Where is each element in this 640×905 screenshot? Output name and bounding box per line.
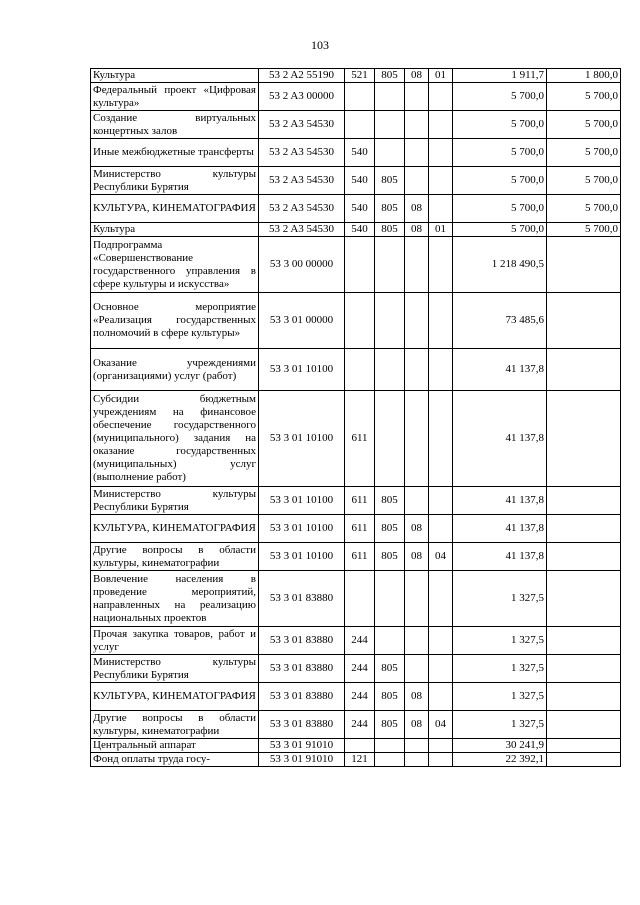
- target-code-cell: 53 3 01 83880: [259, 655, 345, 683]
- section-cell: [405, 349, 429, 391]
- table-row: [91, 571, 621, 627]
- amount-2-cell: [547, 515, 621, 543]
- amount-2-cell: 5 700,0: [547, 167, 621, 195]
- amount-2-cell: [547, 293, 621, 349]
- amount-1-cell: 1 327,5: [453, 655, 547, 683]
- section-cell: 08: [405, 223, 429, 237]
- amount-2-cell: 5 700,0: [547, 223, 621, 237]
- expense-type-cell: 611: [345, 391, 375, 487]
- amount-1-cell: 1 911,7: [453, 69, 547, 83]
- administrator-cell: [375, 753, 405, 767]
- subsection-cell: [429, 293, 453, 349]
- amount-2-cell: [547, 237, 621, 293]
- expense-type-cell: [345, 111, 375, 139]
- expense-type-cell: 244: [345, 711, 375, 739]
- table-row: [91, 83, 621, 111]
- amount-1-cell: 22 392,1: [453, 753, 547, 767]
- subsection-cell: [429, 167, 453, 195]
- item-name-cell: Культура: [91, 223, 259, 237]
- item-name-cell: КУЛЬТУРА, КИНЕМАТОГРАФИЯ: [91, 683, 259, 711]
- section-cell: 08: [405, 515, 429, 543]
- table-row: [91, 739, 621, 753]
- table-row: [91, 627, 621, 655]
- table-row: [91, 195, 621, 223]
- expense-type-cell: 244: [345, 655, 375, 683]
- table-row: [91, 111, 621, 139]
- target-code-cell: 53 2 A3 54530: [259, 195, 345, 223]
- amount-2-cell: 5 700,0: [547, 139, 621, 167]
- item-name-cell: КУЛЬТУРА, КИНЕМАТОГРАФИЯ: [91, 515, 259, 543]
- table-row: [91, 391, 621, 487]
- administrator-cell: 805: [375, 543, 405, 571]
- amount-2-cell: [547, 349, 621, 391]
- administrator-cell: 805: [375, 683, 405, 711]
- subsection-cell: [429, 655, 453, 683]
- expense-type-cell: 540: [345, 223, 375, 237]
- administrator-cell: [375, 83, 405, 111]
- subsection-cell: [429, 753, 453, 767]
- target-code-cell: 53 3 01 00000: [259, 293, 345, 349]
- administrator-cell: 805: [375, 195, 405, 223]
- target-code-cell: 53 3 01 10100: [259, 391, 345, 487]
- budget-table-body: [91, 69, 621, 767]
- administrator-cell: [375, 391, 405, 487]
- amount-2-cell: [547, 753, 621, 767]
- subsection-cell: 04: [429, 711, 453, 739]
- amount-1-cell: 5 700,0: [453, 139, 547, 167]
- expense-type-cell: 611: [345, 487, 375, 515]
- amount-1-cell: 5 700,0: [453, 167, 547, 195]
- section-cell: [405, 111, 429, 139]
- subsection-cell: [429, 683, 453, 711]
- item-name-cell: Вовлечение населения в проведение мероприятий, направленных на реализацию национальных проектов: [91, 571, 259, 627]
- section-cell: 08: [405, 69, 429, 83]
- expense-type-cell: [345, 349, 375, 391]
- section-cell: [405, 627, 429, 655]
- amount-1-cell: 5 700,0: [453, 111, 547, 139]
- item-name-cell: Подпрограмма «Совершенствование государственного управления в сфере культуры и искусства»: [91, 237, 259, 293]
- subsection-cell: 04: [429, 543, 453, 571]
- item-name-cell: Министерство культуры Республики Бурятия: [91, 167, 259, 195]
- item-name-cell: Прочая закупка товаров, работ и услуг: [91, 627, 259, 655]
- subsection-cell: [429, 195, 453, 223]
- administrator-cell: 805: [375, 655, 405, 683]
- expense-type-cell: [345, 739, 375, 753]
- target-code-cell: 53 3 01 10100: [259, 543, 345, 571]
- item-name-cell: Культура: [91, 69, 259, 83]
- administrator-cell: [375, 739, 405, 753]
- administrator-cell: 805: [375, 711, 405, 739]
- item-name-cell: Субсидии бюджетным учреждениям на финансовое обеспечение государственного (муниципального) задания на оказание государственных (муниципальных) услуг (выполнение работ): [91, 391, 259, 487]
- administrator-cell: [375, 237, 405, 293]
- expense-type-cell: 540: [345, 167, 375, 195]
- item-name-cell: Министерство культуры Республики Бурятия: [91, 487, 259, 515]
- amount-1-cell: 5 700,0: [453, 223, 547, 237]
- amount-2-cell: 5 700,0: [547, 83, 621, 111]
- amount-1-cell: 5 700,0: [453, 83, 547, 111]
- table-row: [91, 293, 621, 349]
- item-name-cell: Федеральный проект «Цифровая культура»: [91, 83, 259, 111]
- section-cell: 08: [405, 195, 429, 223]
- section-cell: [405, 571, 429, 627]
- expense-type-cell: 540: [345, 139, 375, 167]
- table-row: [91, 753, 621, 767]
- amount-2-cell: [547, 627, 621, 655]
- subsection-cell: [429, 349, 453, 391]
- amount-1-cell: 41 137,8: [453, 515, 547, 543]
- section-cell: [405, 167, 429, 195]
- subsection-cell: [429, 237, 453, 293]
- amount-1-cell: 1 327,5: [453, 627, 547, 655]
- table-row: [91, 223, 621, 237]
- item-name-cell: Основное мероприятие «Реализация государственных полномочий в сфере культуры»: [91, 293, 259, 349]
- administrator-cell: [375, 139, 405, 167]
- amount-1-cell: 73 485,6: [453, 293, 547, 349]
- amount-2-cell: 1 800,0: [547, 69, 621, 83]
- expense-type-cell: [345, 293, 375, 349]
- administrator-cell: 805: [375, 69, 405, 83]
- target-code-cell: 53 3 01 83880: [259, 683, 345, 711]
- item-name-cell: Центральный аппарат: [91, 739, 259, 753]
- item-name-cell: Фонд оплаты труда госу-: [91, 753, 259, 767]
- section-cell: [405, 83, 429, 111]
- table-row: [91, 349, 621, 391]
- table-row: [91, 69, 621, 83]
- target-code-cell: 53 2 A3 54530: [259, 139, 345, 167]
- amount-1-cell: 41 137,8: [453, 543, 547, 571]
- subsection-cell: [429, 139, 453, 167]
- section-cell: [405, 753, 429, 767]
- target-code-cell: 53 3 01 10100: [259, 515, 345, 543]
- section-cell: [405, 655, 429, 683]
- subsection-cell: [429, 515, 453, 543]
- table-row: [91, 167, 621, 195]
- amount-2-cell: [547, 655, 621, 683]
- section-cell: [405, 739, 429, 753]
- subsection-cell: [429, 627, 453, 655]
- target-code-cell: 53 3 01 83880: [259, 711, 345, 739]
- amount-1-cell: 5 700,0: [453, 195, 547, 223]
- amount-2-cell: [547, 711, 621, 739]
- expense-type-cell: 611: [345, 543, 375, 571]
- subsection-cell: [429, 487, 453, 515]
- amount-1-cell: 41 137,8: [453, 487, 547, 515]
- amount-2-cell: [547, 543, 621, 571]
- target-code-cell: 53 2 A3 54530: [259, 167, 345, 195]
- subsection-cell: 01: [429, 223, 453, 237]
- amount-1-cell: 1 327,5: [453, 571, 547, 627]
- item-name-cell: КУЛЬТУРА, КИНЕМАТОГРАФИЯ: [91, 195, 259, 223]
- subsection-cell: [429, 83, 453, 111]
- expense-type-cell: 244: [345, 683, 375, 711]
- expense-type-cell: [345, 237, 375, 293]
- expense-type-cell: 540: [345, 195, 375, 223]
- subsection-cell: [429, 391, 453, 487]
- expense-type-cell: [345, 571, 375, 627]
- amount-2-cell: [547, 391, 621, 487]
- administrator-cell: [375, 349, 405, 391]
- amount-1-cell: 30 241,9: [453, 739, 547, 753]
- subsection-cell: 01: [429, 69, 453, 83]
- expense-type-cell: 244: [345, 627, 375, 655]
- section-cell: [405, 293, 429, 349]
- administrator-cell: 805: [375, 223, 405, 237]
- amount-1-cell: 41 137,8: [453, 391, 547, 487]
- table-row: [91, 237, 621, 293]
- page-number: 103: [311, 38, 329, 52]
- target-code-cell: 53 3 00 00000: [259, 237, 345, 293]
- amount-2-cell: 5 700,0: [547, 111, 621, 139]
- amount-2-cell: [547, 683, 621, 711]
- subsection-cell: [429, 111, 453, 139]
- administrator-cell: [375, 293, 405, 349]
- table-row: [91, 683, 621, 711]
- target-code-cell: 53 3 01 83880: [259, 571, 345, 627]
- expense-type-cell: [345, 83, 375, 111]
- item-name-cell: Другие вопросы в области культуры, кинематографии: [91, 711, 259, 739]
- target-code-cell: 53 2 A2 55190: [259, 69, 345, 83]
- item-name-cell: Оказание учреждениями (организациями) услуг (работ): [91, 349, 259, 391]
- section-cell: 08: [405, 543, 429, 571]
- section-cell: [405, 487, 429, 515]
- table-row: [91, 711, 621, 739]
- amount-1-cell: 1 327,5: [453, 683, 547, 711]
- section-cell: [405, 237, 429, 293]
- table-row: [91, 487, 621, 515]
- expense-type-cell: 611: [345, 515, 375, 543]
- target-code-cell: 53 3 01 10100: [259, 487, 345, 515]
- target-code-cell: 53 2 A3 00000: [259, 83, 345, 111]
- subsection-cell: [429, 571, 453, 627]
- amount-2-cell: [547, 487, 621, 515]
- administrator-cell: [375, 111, 405, 139]
- budget-table: [90, 68, 621, 767]
- item-name-cell: Создание виртуальных концертных залов: [91, 111, 259, 139]
- amount-1-cell: 41 137,8: [453, 349, 547, 391]
- target-code-cell: 53 2 A3 54530: [259, 111, 345, 139]
- target-code-cell: 53 3 01 10100: [259, 349, 345, 391]
- table-row: [91, 655, 621, 683]
- expense-type-cell: 121: [345, 753, 375, 767]
- expense-type-cell: 521: [345, 69, 375, 83]
- target-code-cell: 53 3 01 83880: [259, 627, 345, 655]
- administrator-cell: 805: [375, 515, 405, 543]
- administrator-cell: 805: [375, 487, 405, 515]
- table-row: [91, 543, 621, 571]
- target-code-cell: 53 3 01 91010: [259, 739, 345, 753]
- item-name-cell: Другие вопросы в области культуры, кинематографии: [91, 543, 259, 571]
- amount-2-cell: 5 700,0: [547, 195, 621, 223]
- table-row: [91, 515, 621, 543]
- section-cell: 08: [405, 711, 429, 739]
- section-cell: 08: [405, 683, 429, 711]
- amount-2-cell: [547, 739, 621, 753]
- item-name-cell: Министерство культуры Республики Бурятия: [91, 655, 259, 683]
- amount-1-cell: 1 218 490,5: [453, 237, 547, 293]
- amount-1-cell: 1 327,5: [453, 711, 547, 739]
- administrator-cell: [375, 627, 405, 655]
- administrator-cell: [375, 571, 405, 627]
- target-code-cell: 53 3 01 91010: [259, 753, 345, 767]
- target-code-cell: 53 2 A3 54530: [259, 223, 345, 237]
- item-name-cell: Иные межбюджетные трансферты: [91, 139, 259, 167]
- amount-2-cell: [547, 571, 621, 627]
- section-cell: [405, 139, 429, 167]
- subsection-cell: [429, 739, 453, 753]
- table-row: [91, 139, 621, 167]
- section-cell: [405, 391, 429, 487]
- administrator-cell: 805: [375, 167, 405, 195]
